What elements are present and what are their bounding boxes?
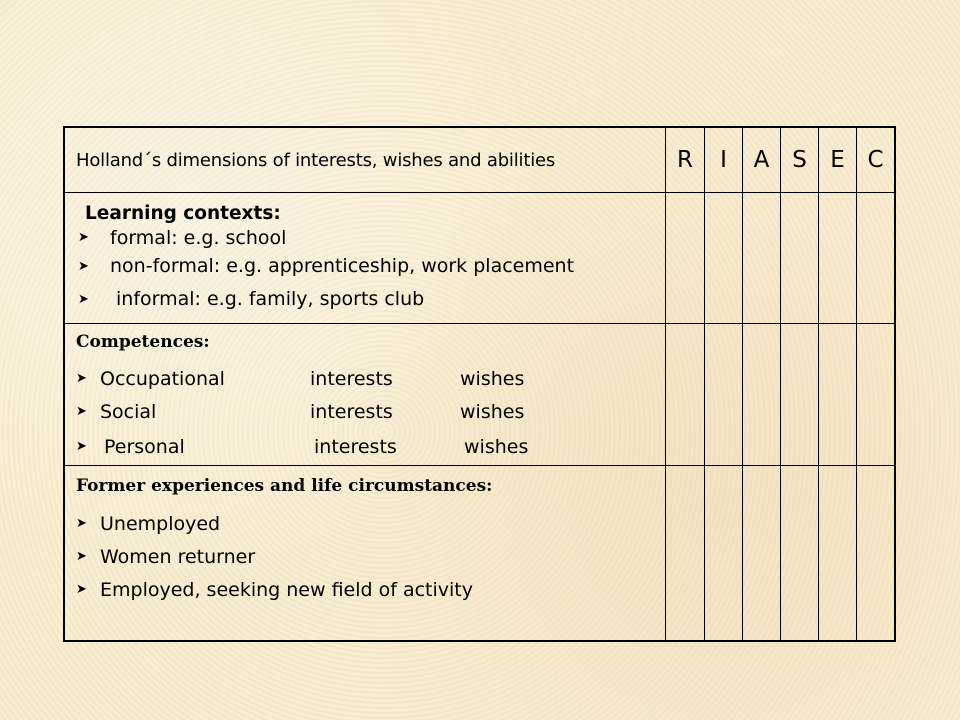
competence-label: Social: [100, 400, 157, 423]
list-item: [78, 251, 665, 281]
list-item: [76, 428, 665, 465]
list-item: [76, 540, 665, 573]
header-letter-i: I: [705, 128, 743, 193]
competences-title: Competences:: [76, 332, 210, 352]
list-item-text: Unemployed: [100, 512, 221, 535]
competence-interests: interests: [310, 367, 393, 390]
list-item: [76, 573, 665, 606]
header-letter-e: E: [819, 128, 857, 193]
arrowhead-bullet-icon: ➤: [76, 516, 87, 531]
rating-cell: [781, 466, 819, 640]
list-item: [78, 281, 665, 317]
competence-label: Personal: [104, 435, 185, 458]
competences-list: [76, 362, 665, 465]
rating-cell: [705, 193, 743, 324]
header-letter-s: S: [781, 128, 819, 193]
competence-wishes: wishes: [464, 435, 529, 458]
competence-interests: interests: [310, 400, 393, 423]
competence-wishes: wishes: [460, 400, 525, 423]
rating-cell: [857, 324, 894, 466]
list-item-text: non-formal: e.g. apprenticeship, work placement: [110, 255, 575, 277]
header-letter-r: R: [666, 128, 705, 193]
rating-cell: [781, 324, 819, 466]
experiences-list: [76, 507, 665, 606]
rating-cell: [819, 466, 857, 640]
holland-table: [63, 126, 896, 642]
rating-cell: [819, 324, 857, 466]
header-letter-a: A: [743, 128, 781, 193]
rating-cell: [857, 193, 894, 324]
arrowhead-bullet-icon: ➤: [76, 404, 87, 419]
rating-cell: [857, 466, 894, 640]
rating-cell: [743, 193, 781, 324]
list-item: [76, 362, 665, 395]
arrowhead-bullet-icon: ➤: [78, 258, 89, 274]
table-header-title: Holland´s dimensions of interests, wishes and abilities: [65, 128, 666, 193]
header-letter-c: C: [857, 128, 894, 193]
arrowhead-bullet-icon: ➤: [78, 230, 89, 245]
list-item: [76, 507, 665, 540]
competence-label: Occupational: [100, 367, 225, 390]
experiences-title: Former experiences and life circumstances:: [76, 476, 493, 496]
list-item-text: Employed, seeking new field of activity: [100, 578, 473, 601]
rating-cell: [819, 193, 857, 324]
list-item-text: formal: e.g. school: [110, 226, 287, 249]
rating-cell: [743, 466, 781, 640]
rating-cell: [705, 324, 743, 466]
learning-contexts-cell: [65, 193, 666, 324]
arrowhead-bullet-icon: ➤: [78, 291, 89, 307]
rating-cell: [705, 466, 743, 640]
rating-cell: [666, 324, 705, 466]
arrowhead-bullet-icon: ➤: [76, 582, 87, 597]
competence-interests: interests: [314, 435, 397, 458]
competence-wishes: wishes: [460, 367, 525, 390]
arrowhead-bullet-icon: ➤: [76, 439, 87, 454]
list-item: [78, 224, 665, 251]
experiences-cell: [65, 466, 666, 640]
list-item-text: Women returner: [100, 545, 256, 568]
rating-cell: [666, 193, 705, 324]
rating-cell: [666, 466, 705, 640]
arrowhead-bullet-icon: ➤: [76, 371, 87, 386]
arrowhead-bullet-icon: ➤: [76, 549, 87, 564]
rating-cell: [743, 324, 781, 466]
competences-cell: [65, 324, 666, 466]
list-item: [76, 395, 665, 428]
learning-contexts-list: [65, 224, 665, 317]
learning-contexts-title: Learning contexts:: [85, 203, 281, 224]
rating-cell: [781, 193, 819, 324]
list-item-text: informal: e.g. family, sports club: [116, 288, 425, 310]
